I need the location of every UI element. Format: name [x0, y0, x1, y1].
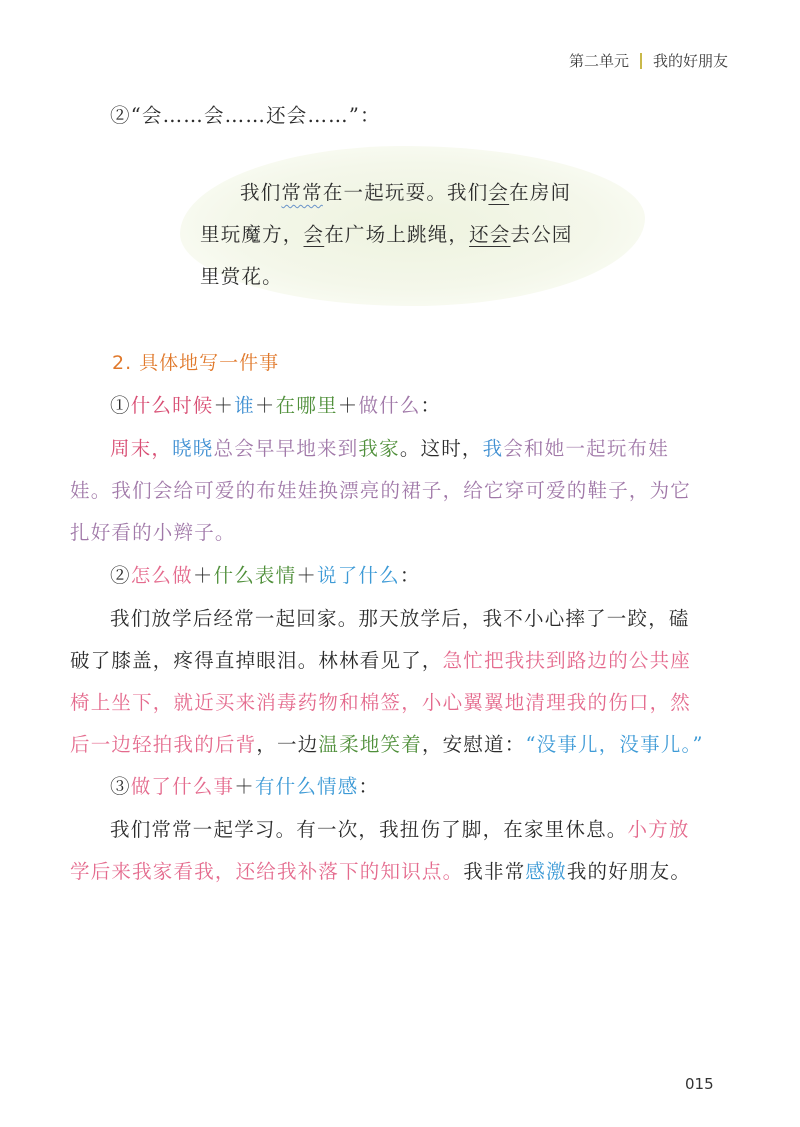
pattern-heading: ②“会……会……还会……”： — [110, 104, 381, 127]
running-header — [569, 50, 728, 71]
formula-1: ①什么时候＋谁＋在哪里＋做什么： — [110, 394, 442, 417]
para2-line-4: 后一边轻拍我的后背，一边温柔地笑着，安慰道：“没事儿，没事儿。” — [70, 733, 704, 756]
para3-line-1: 我们常常一起学习。有一次，我扭伤了脚，在家里休息。小方放 — [110, 818, 690, 841]
para2-line-2: 破了膝盖，疼得直掉眼泪。林林看见了，急忙把我扶到路边的公共座 — [70, 649, 692, 672]
para1-line-2: 娃。我们会给可爱的布娃娃换漂亮的裙子，给它穿可爱的鞋子，为它 — [70, 479, 692, 502]
unit-title: 我的好朋友 — [652, 52, 728, 70]
section-heading: 2. 具体地写一件事 — [112, 352, 280, 374]
formula-3: ③做了什么事＋有什么情感： — [110, 775, 380, 798]
para1-line-1: 周末，晓晓总会早早地来到我家。这时，我会和她一起玩布娃 — [110, 437, 669, 460]
example-line-3: 里赏花。 — [200, 265, 283, 288]
formula-2: ②怎么做＋什么表情＋说了什么： — [110, 564, 421, 587]
para3-line-2: 学后来我家看我，还给我补落下的知识点。我非常感激我的好朋友。 — [70, 860, 692, 883]
para2-line-3: 椅上坐下，就近买来消毒药物和棉签，小心翼翼地清理我的伤口，然 — [70, 691, 692, 714]
example-line-1: 我们常常在一起玩耍。我们会在房间 — [240, 181, 572, 204]
header-divider — [640, 53, 642, 69]
para1-line-3: 扎好看的小辫子。 — [70, 521, 236, 544]
unit-label: 第二单元 — [568, 52, 629, 70]
para2-line-1: 我们放学后经常一起回家。那天放学后，我不小心摔了一跤，磕 — [110, 607, 690, 630]
example-line-2: 里玩魔方，会在广场上跳绳，还会去公园 — [200, 223, 573, 246]
page-number: 015 — [685, 1075, 714, 1093]
